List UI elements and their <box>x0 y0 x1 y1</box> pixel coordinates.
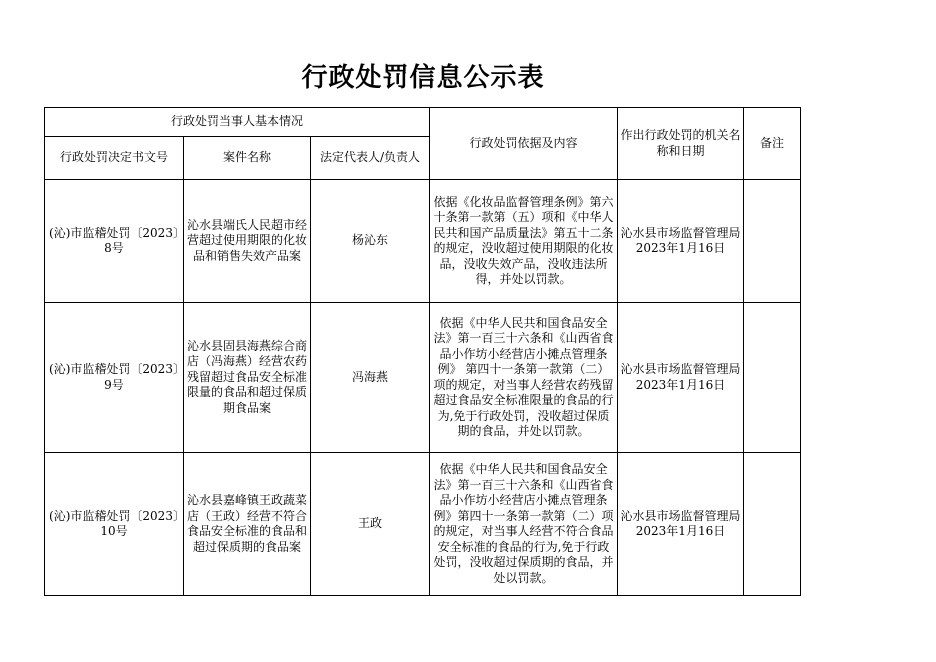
decision-no-cell: (沁)市监稽处罚〔2023〕9号 <box>45 303 184 453</box>
header-decision-no: 行政处罚决定书文号 <box>45 137 184 180</box>
case-name-cell: 沁水县端氏人民超市经营超过使用期限的化妆品和销售失效产品案 <box>184 180 311 303</box>
table-row <box>45 453 801 596</box>
decision-no-cell: (沁)市监稽处罚〔2023〕10号 <box>45 453 184 596</box>
table-row <box>45 303 801 453</box>
penalty-info-table <box>44 107 801 596</box>
case-name-cell: 沁水县嘉峰镇王政蔬菜店（王政）经营不符合食品安全标准的食品和超过保质期的食品案 <box>184 453 311 596</box>
header-row-1 <box>45 108 801 137</box>
header-case-name: 案件名称 <box>184 137 311 180</box>
legal-rep-cell: 杨沁东 <box>311 180 430 303</box>
case-name-cell: 沁水县固县海燕综合商店（冯海燕）经营农药残留超过食品安全标准限量的食品和超过保质期食品案 <box>184 303 311 453</box>
header-basic-info: 行政处罚当事人基本情况 <box>45 108 430 137</box>
authority-cell: 沁水县市场监督管理局2023年1月16日 <box>618 180 744 303</box>
basis-cell: 依据《中华人民共和国食品安全法》第一百三十六条和《山西省食品小作坊小经营店小摊点管理条例》第四十一条第一款第（二）项的规定，对当事人经营不符合食品安全标准的食品的行为,免于行政处罚，没收超过保质期的食品，并处以罚款。 <box>430 453 618 596</box>
decision-no-cell: (沁)市监稽处罚〔2023〕8号 <box>45 180 184 303</box>
basis-cell: 依据《化妆品监督管理条例》第六十条第一款第（五）项和《中华人民共和国产品质量法》第五十二条的规定，没收超过使用期限的化妆品，没收失效产品，没收违法所得，并处以罚款。 <box>430 180 618 303</box>
header-remarks: 备注 <box>744 108 801 180</box>
remarks-cell <box>744 180 801 303</box>
legal-rep-cell: 王政 <box>311 453 430 596</box>
header-authority: 作出行政处罚的机关名称和日期 <box>618 108 744 180</box>
remarks-cell <box>744 453 801 596</box>
page-title: 行政处罚信息公示表 <box>301 63 545 93</box>
header-basis: 行政处罚依据及内容 <box>430 108 618 180</box>
basis-cell: 依据《中华人民共和国食品安全法》第一百三十六条和《山西省食品小作坊小经营店小摊点管理条例》 第四十一条第一款第（二）项的规定，对当事人经营农药残留超过食品安全标准限量的食品的行为,免于行政处罚，没收超过保质期的食品，并处以罚款。 <box>430 303 618 453</box>
header-legal-rep: 法定代表人/负责人 <box>311 137 430 180</box>
remarks-cell <box>744 303 801 453</box>
legal-rep-cell: 冯海燕 <box>311 303 430 453</box>
table-row <box>45 180 801 303</box>
authority-cell: 沁水县市场监督管理局2023年1月16日 <box>618 453 744 596</box>
authority-cell: 沁水县市场监督管理局2023年1月16日 <box>618 303 744 453</box>
